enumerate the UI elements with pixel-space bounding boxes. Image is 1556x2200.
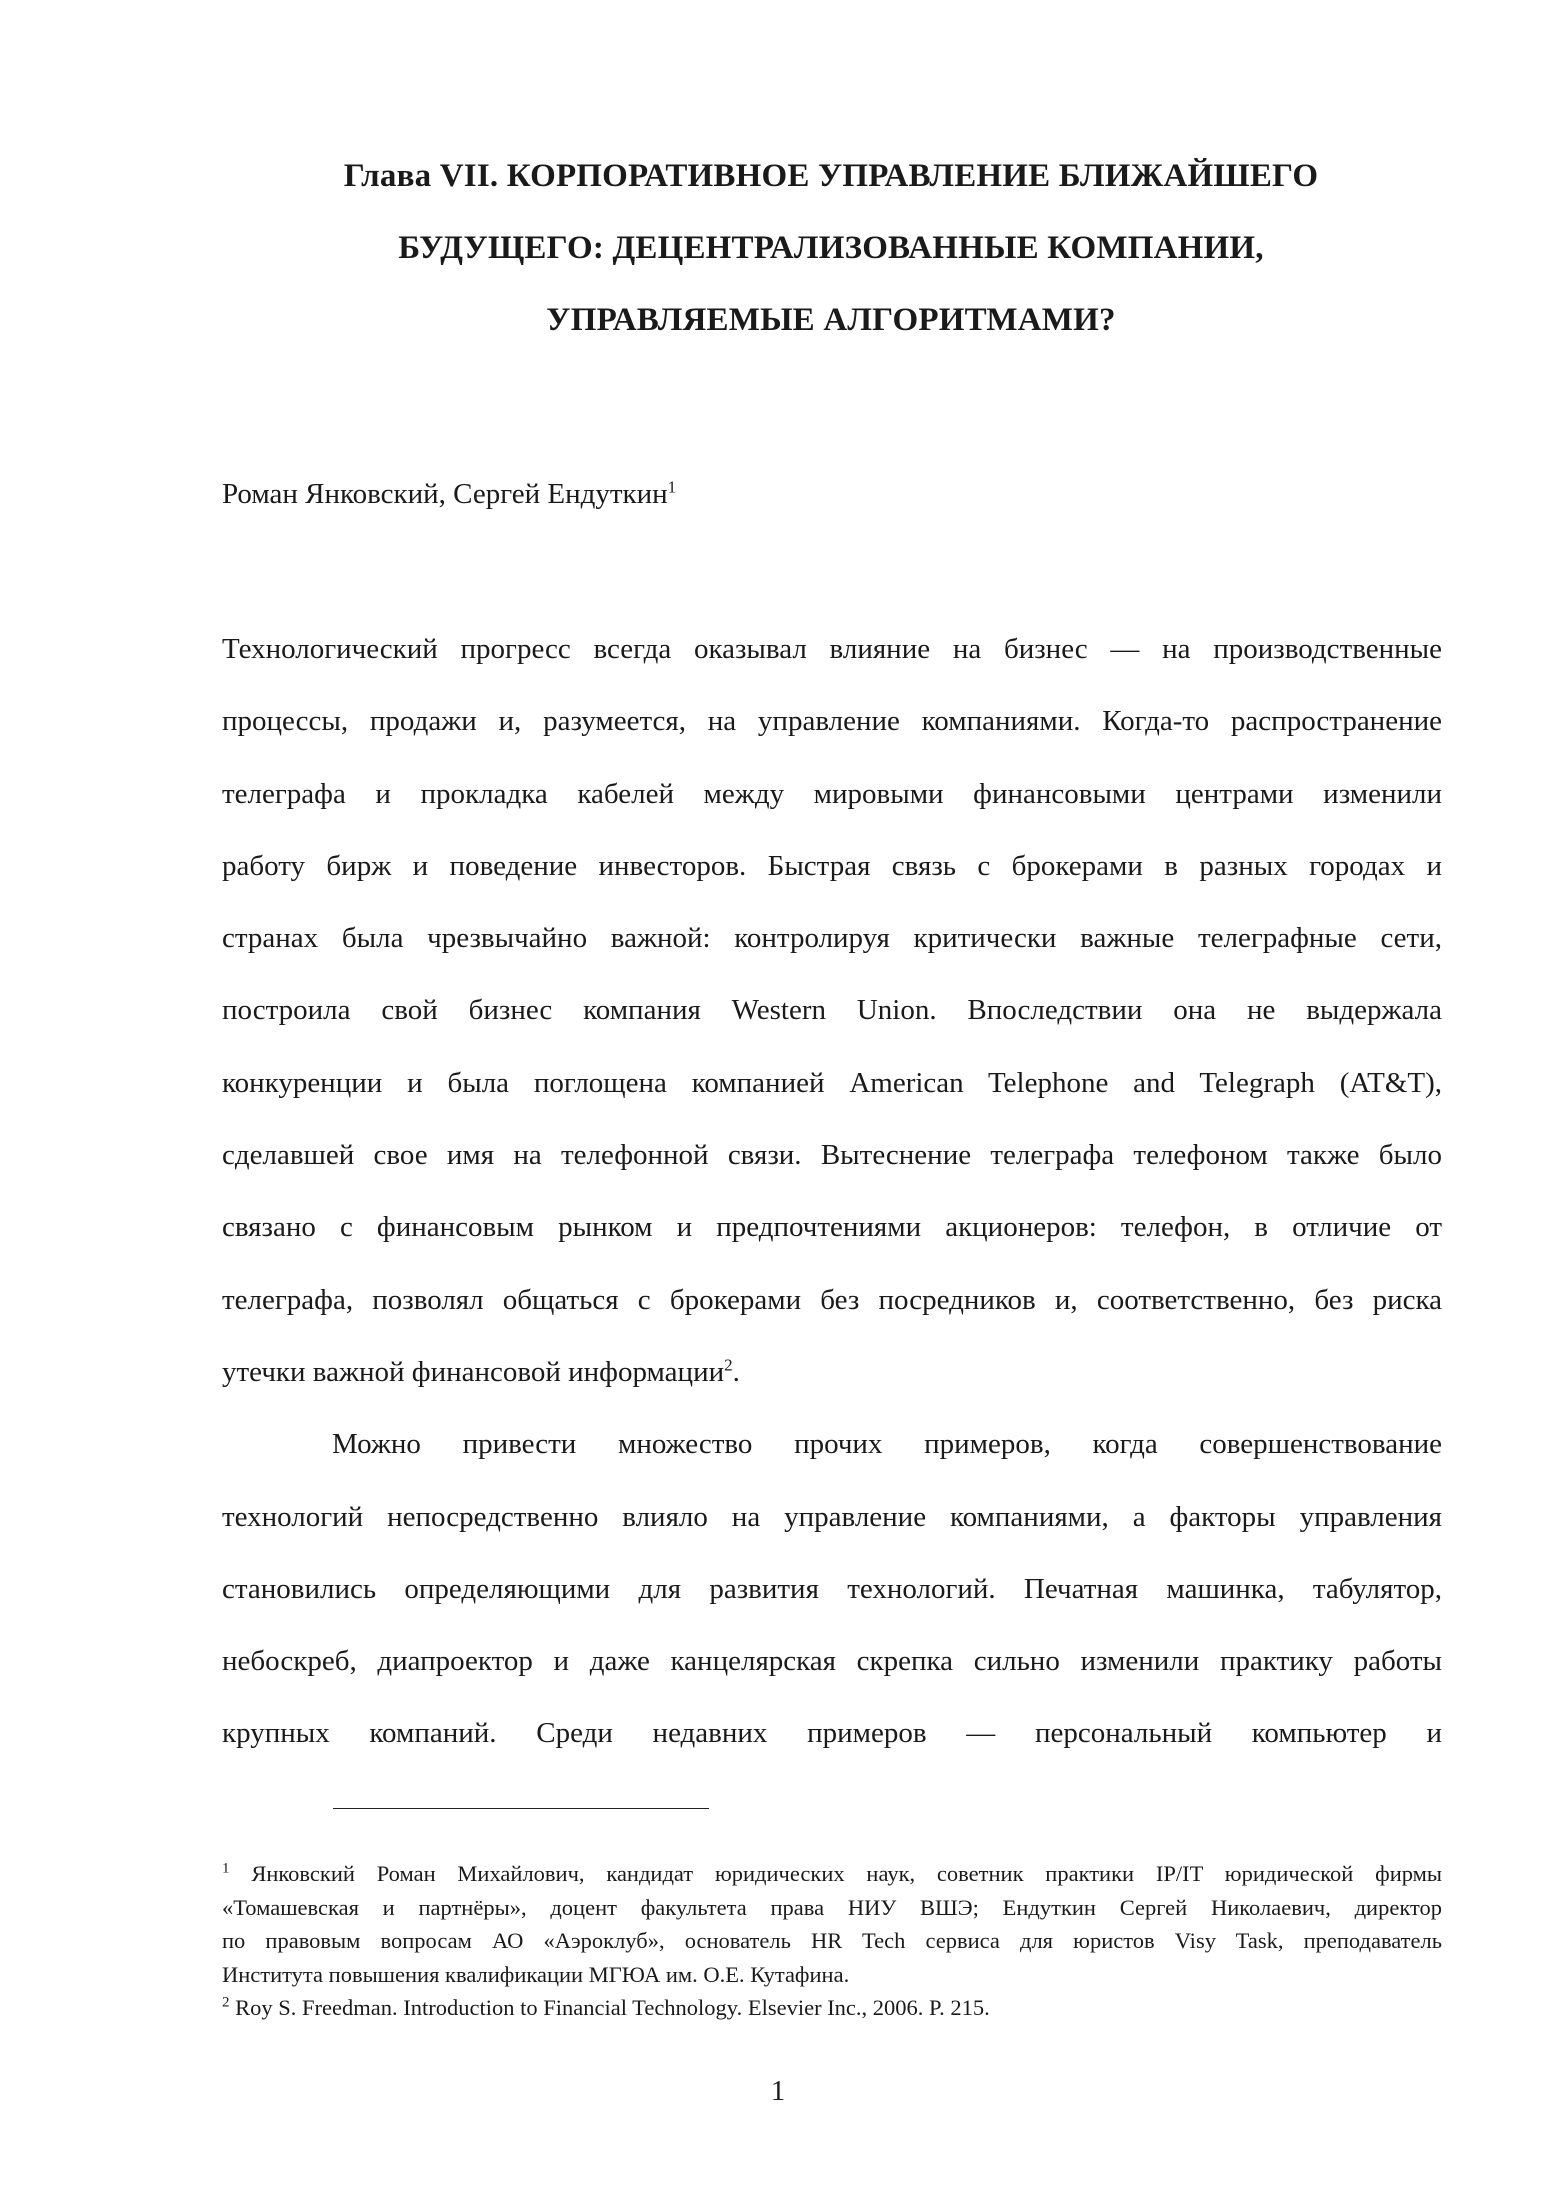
footnote-2-number: 2 <box>222 1994 230 2011</box>
paragraph-1-last-line <box>222 1336 1442 1408</box>
paragraph-2-line: становились определяющими для развития технологий. Печатная машинка, табулятор, <box>222 1572 1442 1605</box>
paragraph-1-line: построила свой бизнес компания Western Union. Впоследствии она не выдержала <box>222 994 1442 1027</box>
footnote-1-number: 1 <box>222 1860 230 1877</box>
footnote-separator <box>333 1808 709 1809</box>
chapter-title-line-1: Глава VII. КОРПОРАТИВНОЕ УПРАВЛЕНИЕ БЛИЖАЙШЕГО <box>343 158 1319 194</box>
paragraph-1-line: телеграфа и прокладка кабелей между мировыми финансовыми центрами изменили <box>222 777 1442 810</box>
footnotes <box>222 1857 1442 2025</box>
paragraph-2-line: Можно привести множество прочих примеров, когда совершенствование <box>332 1428 1442 1461</box>
paragraph-1-line: конкуренции и была поглощена компанией American Telephone and Telegraph (AT&T), <box>222 1066 1442 1099</box>
chapter-title <box>222 140 1440 356</box>
paragraph-1-last-text: утечки важной финансовой информации <box>222 1355 725 1388</box>
footnote-ref-2[interactable]: 2 <box>724 1355 733 1375</box>
page-number: 1 <box>770 2075 786 2107</box>
footnote-ref-1[interactable]: 1 <box>667 477 677 497</box>
chapter-title-line-2: БУДУЩЕГО: ДЕЦЕНТРАЛИЗОВАННЫЕ КОМПАНИИ, <box>398 230 1264 266</box>
paragraph-1-line: странах была чрезвычайно важной: контролируя критически важные телеграфные сети, <box>222 922 1442 955</box>
footnote-1-line: «Томашевская и партнёры», доцент факультета права НИУ ВШЭ; Ендуткин Сергей Николаевич, директор <box>222 1894 1442 1920</box>
paragraph-1-period: . <box>732 1355 740 1388</box>
paragraph-1-line: процессы, продажи и, разумеется, на управление компаниями. Когда-то распространение <box>222 705 1442 738</box>
paragraph-1-line: сделавшей свое имя на телефонной связи. Вытеснение телеграфа телефоном также было <box>222 1139 1442 1172</box>
paragraph-2-line: технологий непосредственно влияло на управление компаниями, а факторы управления <box>222 1500 1442 1533</box>
footnote-1-last-line: Института повышения квалификации МГЮА им. О.Е. Кутафина. <box>222 1961 850 1987</box>
paragraph-1-line: Технологический прогресс всегда оказывал влияние на бизнес — на производственные <box>222 633 1442 665</box>
body-text <box>222 613 1442 1770</box>
paragraph-1-line: работу бирж и поведение инвесторов. Быстрая связь с брокерами в разных городах и <box>222 849 1442 882</box>
footnote-2-line <box>222 1991 1442 2025</box>
footnote-1-text: Янковский Роман Михайлович, кандидат юридических наук, советник практики IP/IT юридической фирмы <box>251 1861 1442 1886</box>
author-names: Роман Янковский, Сергей Ендуткин <box>222 478 668 510</box>
footnote-1-line: по правовым вопросам АО «Аэроклуб», основатель HR Tech сервиса для юристов Visy Task, преподаватель <box>222 1928 1442 1953</box>
paragraph-1-line: связано с финансовым рынком и предпочтениями акционеров: телефон, в отличие от <box>222 1211 1442 1244</box>
footnote-1-line <box>222 1857 1442 1891</box>
author-line <box>222 474 676 514</box>
chapter-title-line-3: УПРАВЛЯЕМЫЕ АЛГОРИТМАМИ? <box>546 302 1116 338</box>
paragraph-2-line: небоскреб, диапроектор и даже канцелярская скрепка сильно изменили практику работы <box>222 1645 1442 1678</box>
paragraph-2-line: крупных компаний. Среди недавних примеров — персональный компьютер и <box>222 1717 1442 1750</box>
footnote-2-text: Roy S. Freedman. Introduction to Financial Technology. Elsevier Inc., 2006. P. 215. <box>235 1995 990 2020</box>
paragraph-1-line: телеграфа, позволял общаться с брокерами без посредников и, соответственно, без риска <box>222 1283 1442 1316</box>
